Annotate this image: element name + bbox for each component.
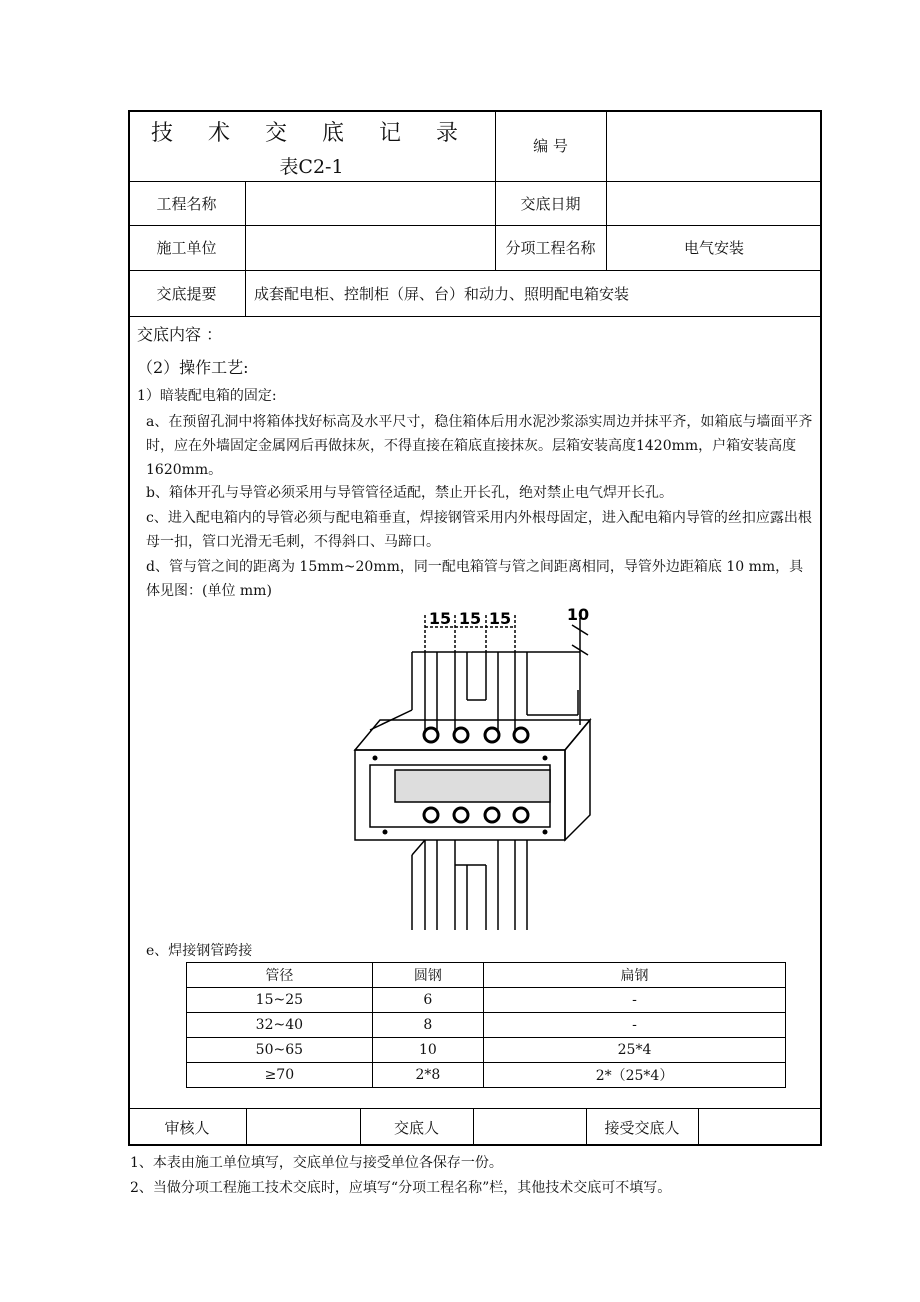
project-name-value	[245, 181, 495, 225]
summary-label: 交底提要	[156, 284, 217, 303]
section-heading: （2）操作工艺:	[137, 358, 249, 377]
number-label: 编 号	[533, 137, 568, 155]
paragraph-a: a、在预留孔洞中将箱体找好标高及水平尺寸，稳住箱体后用水泥沙浆添实周边并抹平齐，如箱底与墙面平齐时，应在外墙固定金属网后再做抹灰，不得直接在箱底直接抹灰。层箱安装高度1420mm，户箱安装高度 1620mm。	[146, 414, 813, 478]
table-cell: 15~25	[187, 988, 373, 1013]
table-cell: -	[484, 988, 786, 1013]
paragraph-e: e、焊接钢管跨接	[146, 943, 253, 959]
paragraph-d: d、管与管之间的距离为 15mm~20mm，同一配电箱管与管之间距离相同，导管外边距箱底 10 mm，具体见图：(单位 mm)	[146, 559, 804, 599]
table-row	[187, 988, 786, 1013]
unit-value	[245, 225, 495, 270]
divider	[128, 316, 822, 317]
note-1: 1、本表由施工单位填写，交底单位与接受单位各保存一份。	[130, 1155, 503, 1171]
divider	[473, 1108, 474, 1146]
receiver-label: 接受交底人	[604, 1118, 680, 1137]
table-cell: 32~40	[187, 1013, 373, 1038]
dimension-label-2: 15	[458, 609, 482, 628]
unit-label: 施工单位	[156, 239, 217, 257]
reviewer-label: 审核人	[164, 1118, 210, 1137]
dimension-label-4: 10	[566, 605, 590, 624]
summary-value: 成套配电柜、控制柜（屏、台）和动力、照明配电箱安装	[254, 284, 630, 303]
project-name-label: 工程名称	[156, 194, 217, 213]
table-cell: 6	[372, 988, 483, 1013]
discloser-label: 交底人	[393, 1118, 439, 1137]
table-cell: 25*4	[484, 1038, 786, 1063]
divider	[246, 1108, 247, 1146]
content-heading: 交底内容 ：	[137, 325, 223, 344]
header-cell: 扁钢	[484, 963, 786, 988]
table-row	[187, 1038, 786, 1063]
table-cell: -	[484, 1013, 786, 1038]
note-2: 2、当做分项工程施工技术交底时，应填写“分项工程名称”栏，其他技术交底可不填写。	[130, 1180, 672, 1196]
number-value	[606, 110, 822, 181]
table-cell: 50~65	[187, 1038, 373, 1063]
table-row	[187, 1063, 786, 1088]
paragraph-c: c、进入配电箱内的导管必须与配电箱垂直，焊接钢管采用内外根母固定，进入配电箱内导管的丝扣应露出根母一扣，管口光滑无毛刺，不得斜口、马蹄口。	[146, 510, 812, 550]
table-cell: 2*（25*4）	[484, 1063, 786, 1088]
table-cell: 8	[372, 1013, 483, 1038]
table-header-row	[187, 963, 786, 988]
distribution-box-diagram	[340, 600, 600, 940]
subproject-value: 电气安装	[683, 239, 744, 257]
table-cell: ≥70	[187, 1063, 373, 1088]
table-row	[187, 1013, 786, 1038]
divider	[698, 1108, 699, 1146]
form-title: 技 术 交 底 记 录	[151, 120, 472, 146]
dimension-label-3: 15	[488, 609, 512, 628]
table-cell: 10	[372, 1038, 483, 1063]
date-value	[606, 181, 822, 225]
item-1: 1）暗装配电箱的固定:	[137, 388, 277, 404]
date-label: 交底日期	[520, 194, 581, 213]
subproject-label: 分项工程名称	[505, 239, 596, 257]
paragraph-b: b、箱体开孔与导管必须采用与导管管径适配，禁止开长孔，绝对禁止电气焊开长孔。	[146, 485, 673, 501]
table-cell: 2*8	[372, 1063, 483, 1088]
header-cell: 圆钢	[372, 963, 483, 988]
header-cell: 管径	[187, 963, 373, 988]
welding-table	[186, 962, 786, 1088]
form-number: 表C2-1	[279, 155, 344, 178]
dimension-label-1: 15	[428, 609, 452, 628]
